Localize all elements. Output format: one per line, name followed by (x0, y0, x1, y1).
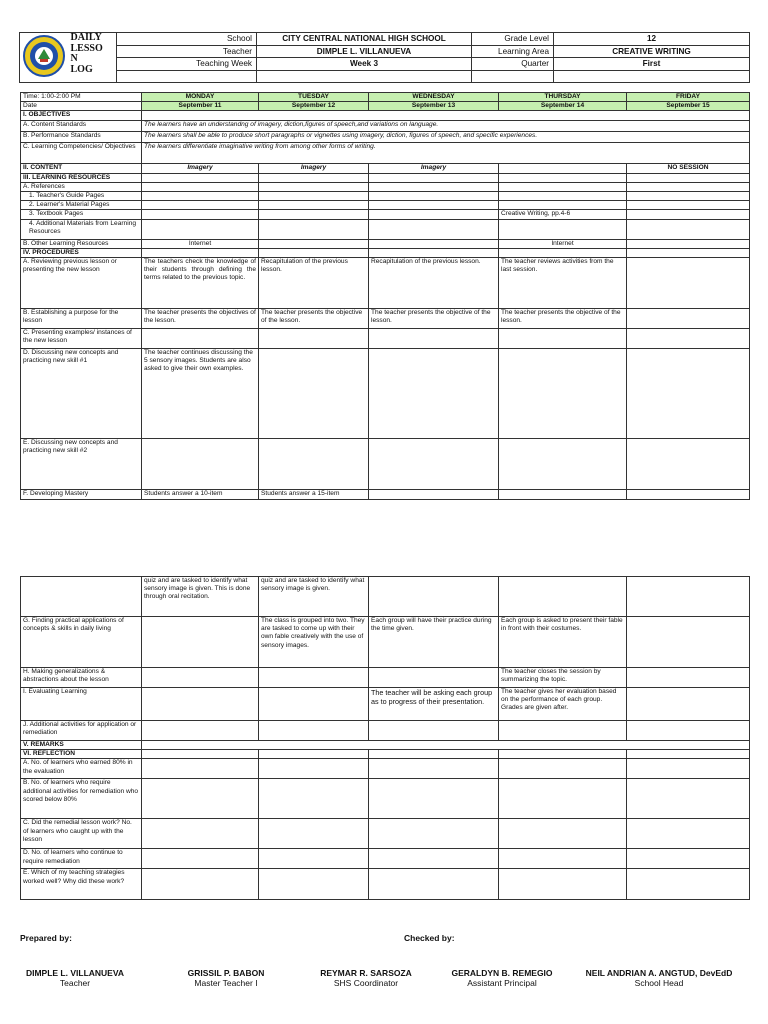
dll-title-line: DAILY (70, 32, 102, 43)
date-tue: September 12 (259, 102, 369, 111)
signatory-name: GRISSIL P. BABON (187, 968, 265, 978)
competencies-label: C. Learning Competencies/ Objectives (21, 142, 142, 163)
proc-b-tue: The teacher presents the objective of the lesson. (259, 309, 369, 329)
competencies-text: The learners differentiate imaginative writing from among other forms of writing. (142, 142, 750, 163)
signature-block (440, 968, 564, 988)
header-table (19, 32, 750, 83)
teachers-guide-label: 1. Teacher's Guide Pages (21, 192, 142, 201)
proc-g-label: G. Finding practical applications of concepts & skills in daily living (21, 617, 142, 668)
school-label: School (117, 33, 257, 46)
signatory-name: NEIL ANDRIAN A. ANGTUD, DevEdD (585, 968, 733, 978)
school-value: CITY CENTRAL NATIONAL HIGH SCHOOL (257, 33, 472, 46)
proc-h-thu: The teacher closes the session by summarizing the topic. (499, 668, 627, 688)
proc-f-tue-cont: quiz and are tasked to identify what sensory image is given. (259, 577, 369, 617)
time-cell: Time: 1:00-2:00 PM (21, 93, 142, 102)
proc-f-mon: Students answer a 10-item (142, 490, 259, 500)
textbook-pages-thu: Creative Writing, pp.4-6 (499, 210, 627, 219)
dll-title (69, 33, 117, 83)
proc-b-wed: The teacher presents the objective of the lesson. (369, 309, 499, 329)
day-header-fri: FRIDAY (627, 93, 750, 102)
signature-block (166, 968, 286, 988)
reflection-e-label: E. Which of my teaching strategies worked well? Why did these work? (21, 869, 142, 900)
signatory-role: Master Teacher I (194, 978, 258, 988)
proc-d-mon: The teacher continues discussing the 5 sensory images. Students are also asked to give their own examples. (142, 349, 259, 439)
performance-standards-text: The learners shall be able to produce short paragraphs or vignettes using imagery, diction, figures of speech, and specific experiences. (142, 131, 750, 142)
quarter-label: Quarter (472, 58, 554, 71)
content-mon: Imagery (142, 163, 259, 173)
prepared-by-label: Prepared by: (20, 933, 72, 943)
signatory-role: SHS Coordinator (333, 978, 399, 988)
content-wed: Imagery (369, 163, 499, 173)
proc-a-label: A. Reviewing previous lesson or presenting the new lesson (21, 258, 142, 309)
signatory-role: Assistant Principal (467, 978, 537, 988)
proc-a-wed: Recapitulation of the previous lesson. (369, 258, 499, 309)
reflection-d-label: D. No. of learners who continue to require remediation (21, 849, 142, 869)
quarter-value: First (554, 58, 750, 71)
grade-level-label: Grade Level (472, 33, 554, 46)
proc-c-label: C. Presenting examples/ instances of the new lesson (21, 329, 142, 349)
proc-a-thu: The teacher reviews activities from the last session. (499, 258, 627, 309)
day-header-thu: THURSDAY (499, 93, 627, 102)
proc-i-wed: The teacher will be asking each group as to progress of their presentation. (369, 688, 499, 721)
teacher-value: DIMPLE L. VILLANUEVA (257, 45, 472, 58)
date-fri: September 15 (627, 102, 750, 111)
date-label: Date (21, 102, 142, 111)
proc-i-thu: The teacher gives her evaluation based on the performance of each group. Grades are given after. (499, 688, 627, 721)
signatory-name: GERALDYN B. REMEGIO (451, 968, 553, 978)
dll-title-line: LESSO (70, 42, 103, 54)
objectives-heading: I. OBJECTIVES (21, 111, 142, 120)
proc-e-label: E. Discussing new concepts and practicing new skill #2 (21, 439, 142, 490)
reflection-heading: VI. REFLECTION (21, 750, 142, 759)
signature-block (306, 968, 426, 988)
date-wed: September 13 (369, 102, 499, 111)
dll-title-line: LOG (70, 63, 93, 75)
lesson-plan-table-page1 (20, 92, 750, 500)
additional-materials-label: 4. Additional Materials from Learning Resources (21, 219, 142, 239)
dll-title-line: N (70, 53, 78, 64)
proc-g-wed: Each group will have their practice during the time given. (369, 617, 499, 668)
learning-area-label: Learning Area (472, 45, 554, 58)
signatory-role: School Head (634, 978, 684, 988)
proc-b-mon: The teacher presents the objectives of the lesson. (142, 309, 259, 329)
proc-a-tue: Recapitulation of the previous lesson. (259, 258, 369, 309)
proc-g-thu: Each group is asked to present their fable in front with their costumes. (499, 617, 627, 668)
day-header-wed: WEDNESDAY (369, 93, 499, 102)
teaching-week-value: Week 3 (257, 58, 472, 71)
signatory-name: DIMPLE L. VILLANUEVA (25, 968, 125, 978)
reflection-b-label: B. No. of learners who require additional activities for remediation who scored below 80% (21, 779, 142, 819)
content-heading: II. CONTENT (21, 163, 142, 173)
references-label: A. References (21, 182, 142, 191)
proc-i-label: I. Evaluating Learning (21, 688, 142, 721)
proc-a-mon: The teachers check the knowledge of their students through defining the terms related to the previous topic. (142, 258, 259, 309)
procedures-heading: IV. PROCEDURES (21, 248, 142, 257)
resources-heading: III. LEARNING RESOURCES (21, 173, 142, 182)
remarks-heading: V. REMARKS (21, 741, 142, 750)
other-resources-thu: Internet (499, 239, 627, 248)
day-header-tue: TUESDAY (259, 93, 369, 102)
proc-f-label: F. Developing Mastery (21, 490, 142, 500)
content-fri: NO SESSION (627, 163, 750, 173)
performance-standards-label: B. Performance Standards (21, 131, 142, 142)
other-resources-label: B. Other Learning Resources (21, 239, 142, 248)
date-thu: September 14 (499, 102, 627, 111)
textbook-pages-label: 3. Textbook Pages (21, 210, 142, 219)
grade-level-value: 12 (554, 33, 750, 46)
learning-area-value: CREATIVE WRITING (554, 45, 750, 58)
content-standards-label: A. Content Standards (21, 120, 142, 131)
signature-block (14, 968, 136, 988)
proc-f-tue: Students answer a 15-item (259, 490, 369, 500)
proc-d-label: D. Discussing new concepts and practicing new skill #1 (21, 349, 142, 439)
proc-f-mon-cont: quiz and are tasked to identify what sensory image is given. This is done through oral recitation. (142, 577, 259, 617)
checked-by-label: Checked by: (404, 933, 455, 943)
lesson-plan-table-page2 (20, 576, 750, 900)
proc-b-thu: The teacher presents the objective of the lesson. (499, 309, 627, 329)
proc-h-label: H. Making generalizations & abstractions about the lesson (21, 668, 142, 688)
proc-g-tue: The class is grouped into two. They are tasked to come up with their own fable creatively with the use of sensory images. (259, 617, 369, 668)
signature-block (574, 968, 744, 988)
reflection-a-label: A. No. of learners who earned 80% in the evaluation (21, 759, 142, 779)
proc-b-label: B. Establishing a purpose for the lesson (21, 309, 142, 329)
content-tue: Imagery (259, 163, 369, 173)
school-seal-logo (20, 33, 69, 83)
signatory-name: REYMAR R. SARSOZA (320, 968, 412, 978)
teaching-week-label: Teaching Week (117, 58, 257, 71)
learners-material-label: 2. Learner's Material Pages (21, 201, 142, 210)
date-mon: September 11 (142, 102, 259, 111)
day-header-mon: MONDAY (142, 93, 259, 102)
teacher-label: Teacher (117, 45, 257, 58)
other-resources-mon: Internet (142, 239, 259, 248)
content-standards-text: The learners have an understandng of imagery, diction,figures of speech,and variations on language. (142, 120, 750, 131)
proc-j-label: J. Additional activities for application or remediation (21, 721, 142, 741)
signatory-role: Teacher (59, 978, 91, 988)
reflection-c-label: C. Did the remedial lesson work? No. of learners who caught up with the lesson (21, 819, 142, 849)
